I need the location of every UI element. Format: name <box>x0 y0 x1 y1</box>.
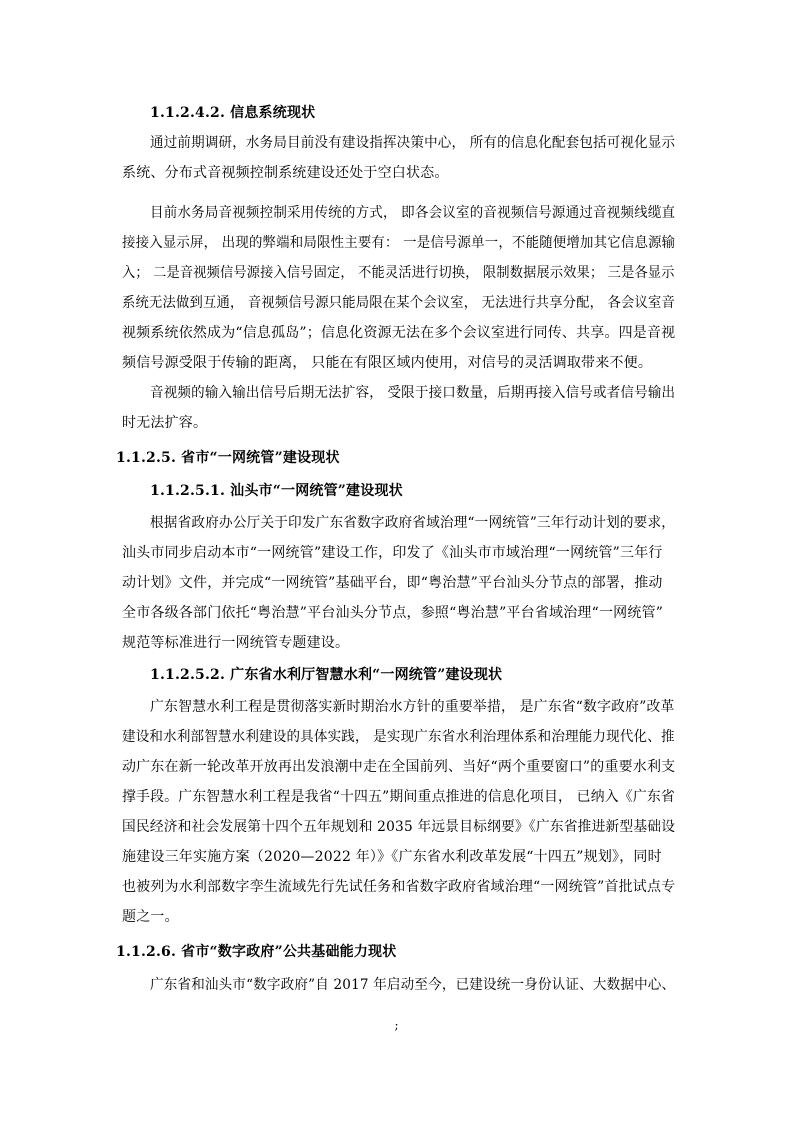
paragraph-line: 入； 二是音视频信号源接入信号固定， 不能灵活进行切换， 限制数据展示效果； 三是各显示 <box>122 265 675 281</box>
paragraph-line: 撑手段。广东智慧水利工程是我省“十四五”期间重点推进的信息化项目， 已纳入《广东省 <box>122 789 675 805</box>
page-number: ; <box>394 1018 399 1032</box>
paragraph-line: 广东省和汕头市“数字政府”自 2017 年启动至今，已建设统一身份认证、大数据中心、 <box>150 977 676 993</box>
paragraph-line: 时无法扩容。 <box>122 415 208 431</box>
paragraph-line: 视频系统依然成为“信息孤岛”；信息化资源无法在多个会议室进行同传、共享。四是音视 <box>122 325 676 341</box>
paragraph-line: 通过前期调研，水务局目前没有建设指挥决策中心， 所有的信息化配套包括可视化显示 <box>150 135 676 151</box>
paragraph-line: 规范等标准进行一网统管专题建设。 <box>122 635 350 651</box>
paragraph-line: 系统、分布式音视频控制系统建设还处于空白状态。 <box>122 165 449 181</box>
paragraph-line: 频信号源受限于传输的距离， 只能在有限区域内使用，对信号的灵活调取带来不便。 <box>122 355 653 371</box>
section-heading-1-1-2-5-1: 1.1.2.5.1. 汕头市“一网统管”建设现状 <box>150 483 403 499</box>
paragraph-line: 施建设三年实施方案（2020—2022 年）》《广东省水利改革发展“十四五”规划》，同时 <box>122 849 662 865</box>
paragraph-line: 根据省政府办公厅关于印发广东省数字政府省域治理“一网统管”三年行动计划的要求， <box>150 515 676 531</box>
paragraph-line: 目前水务局音视频控制采用传统的方式， 即各会议室的音视频信号源通过音视频线缆直 <box>150 205 676 221</box>
paragraph-line: 音视频的输入输出信号后期无法扩容， 受限于接口数量，后期再接入信号或者信号输出 <box>150 385 676 401</box>
section-heading-1-1-2-6: 1.1.2.6. 省市“数字政府”公共基础能力现状 <box>116 944 397 960</box>
section-heading-1-1-2-4-2: 1.1.2.4.2. 信息系统现状 <box>150 105 316 121</box>
paragraph-line: 国民经济和社会发展第十四个五年规划和 2035 年远景目标纲要》《广东省推进新型基础设 <box>122 819 676 835</box>
paragraph-line: 建设和水利部智慧水利建设的具体实践， 是实现广东省水利治理体系和治理能力现代化、推 <box>122 729 675 745</box>
section-heading-1-1-2-5: 1.1.2.5. 省市“一网统管”建设现状 <box>116 450 340 466</box>
section-heading-1-1-2-5-2: 1.1.2.5.2. 广东省水利厅智慧水利“一网统管”建设现状 <box>150 667 503 683</box>
paragraph-line: 也被列为水利部数字孪生流域先行先试任务和省数字政府省域治理“一网统管”首批试点专 <box>122 879 676 895</box>
paragraph-line: 全市各级各部门依托“粤治慧”平台汕头分节点，参照“粤治慧”平台省域治理“一网统管” <box>122 605 664 621</box>
paragraph-line: 动广东在新一轮改革开放再出发浪潮中走在全国前列、当好“两个重要窗口”的重要水利支 <box>122 759 676 775</box>
paragraph-line: 题之一。 <box>122 909 179 925</box>
paragraph-line: 接接入显示屏， 出现的弊端和局限性主要有： 一是信号源单一，不能随便增加其它信息源输 <box>122 235 676 251</box>
paragraph-line: 广东智慧水利工程是贯彻落实新时期治水方针的重要举措， 是广东省“数字政府”改革 <box>150 699 675 715</box>
paragraph-line: 系统无法做到互通， 音视频信号源只能局限在某个会议室， 无法进行共享分配， 各会议室音 <box>122 295 675 311</box>
paragraph-line: 汕头市同步启动本市“一网统管”建设工作，印发了《汕头市市域治理“一网统管”三年行 <box>122 545 663 561</box>
paragraph-line: 动计划》文件，并完成“一网统管”基础平台，即“粤治慧”平台汕头分节点的部署，推动 <box>122 575 663 591</box>
